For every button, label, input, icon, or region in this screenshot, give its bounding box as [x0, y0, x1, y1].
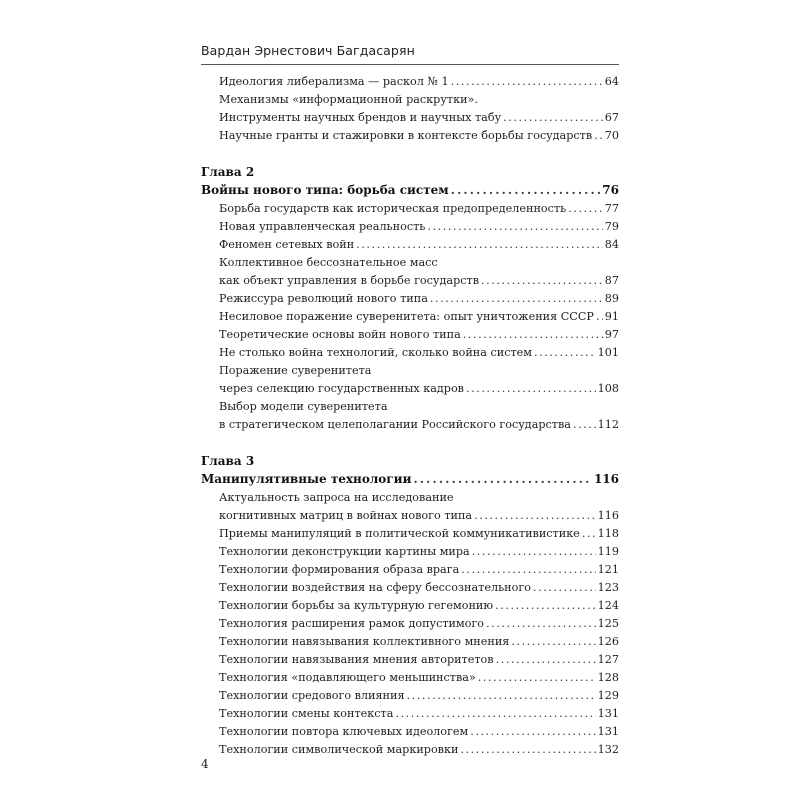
entry-page-number: 101 [597, 346, 619, 359]
entry-title: Технологии навязывания мнения авторитетов [219, 653, 494, 666]
entry-title: Технологии символической маркировки [219, 743, 459, 756]
toc-entry [201, 308, 619, 326]
entry-title: Технология «подавляющего меньшинства» [219, 671, 476, 684]
entry-title: Приемы манипуляций в политической коммуникативистике [219, 527, 580, 540]
dot-leader [451, 73, 603, 91]
dot-leader [478, 669, 596, 687]
dot-leader [573, 416, 596, 434]
toc-entry [201, 723, 619, 741]
entry-page-number: 108 [597, 382, 619, 395]
chapter-label: Глава 3 [201, 454, 255, 468]
chapter-title [201, 470, 619, 489]
entry-page-number: 87 [604, 274, 619, 287]
entry-title: Новая управленческая реальность [219, 220, 426, 233]
toc-entry [201, 669, 619, 687]
entry-page-number: 131 [597, 725, 619, 738]
entry-page-number: 129 [597, 689, 619, 702]
entry-title: Режиссура революций нового типа [219, 292, 428, 305]
entry-title: в стратегическом целеполагании Российского государства [219, 418, 571, 431]
entry-page-number: 118 [597, 527, 619, 540]
entry-page-number: 116 [593, 472, 619, 486]
toc-entry [201, 687, 619, 705]
toc-entry [201, 380, 619, 398]
dot-leader [356, 236, 603, 254]
entry-title: Войны нового типа: борьба систем [201, 183, 449, 197]
dot-leader [596, 308, 603, 326]
entry-page-number: 77 [604, 202, 619, 215]
entry-page-number: 67 [604, 111, 619, 124]
dot-leader [407, 687, 596, 705]
toc-entry [201, 398, 619, 416]
toc-entry [201, 236, 619, 254]
running-head-author: Вардан Эрнестович Багдасарян [201, 43, 415, 58]
dot-leader [534, 344, 596, 362]
dot-leader [463, 326, 603, 344]
dot-leader [470, 723, 595, 741]
dot-leader [496, 651, 596, 669]
entry-page-number: 123 [597, 581, 619, 594]
dot-leader [461, 561, 595, 579]
toc-entry [201, 561, 619, 579]
toc-entry [201, 651, 619, 669]
toc-entry [201, 109, 619, 127]
toc-entry [201, 741, 619, 759]
toc-entry [201, 579, 619, 597]
entry-title: Технологии борьбы за культурную гегемонию [219, 599, 494, 612]
entry-title: Коллективное бессознательное масс [219, 256, 438, 269]
entry-title: Технологии формирования образа врага [219, 563, 460, 576]
entry-page-number: 125 [597, 617, 619, 630]
entry-title: Технологии смены контекста [219, 707, 394, 720]
toc-entry [201, 633, 619, 651]
toc-entry [201, 705, 619, 723]
table-of-contents [201, 73, 619, 759]
dot-leader [594, 127, 603, 145]
toc-entry [201, 507, 619, 525]
entry-page-number: 119 [597, 545, 619, 558]
entry-title: Технологии повтора ключевых идеологем [219, 725, 469, 738]
entry-page-number: 128 [597, 671, 619, 684]
toc-entry [201, 73, 619, 91]
entry-title: Актуальность запроса на исследование [219, 491, 454, 504]
dot-leader [451, 181, 601, 200]
entry-title: Технологии навязывания коллективного мнения [219, 635, 510, 648]
entry-title: Научные гранты и стажировки в контексте борьбы государств [219, 129, 593, 142]
dot-leader [413, 470, 591, 489]
toc-entry [201, 127, 619, 145]
dot-leader [395, 705, 595, 723]
entry-page-number: 121 [597, 563, 619, 576]
entry-page-number: 132 [597, 743, 619, 756]
entry-page-number: 116 [597, 509, 619, 522]
entry-page-number: 79 [604, 220, 619, 233]
entry-title: через селекцию государственных кадров [219, 382, 464, 395]
dot-leader [481, 272, 603, 290]
entry-title: Поражение суверенитета [219, 364, 372, 377]
entry-title: Технологии деконструкции картины мира [219, 545, 470, 558]
entry-page-number: 127 [597, 653, 619, 666]
entry-title: Технологии воздействия на сферу бессознательного [219, 581, 531, 594]
toc-entry [201, 489, 619, 507]
entry-page-number: 112 [597, 418, 619, 431]
entry-page-number: 124 [597, 599, 619, 612]
entry-page-number: 76 [602, 183, 619, 197]
entry-title: Инструменты научных брендов и научных табу [219, 111, 502, 124]
entry-title: Выбор модели суверенитета [219, 400, 388, 413]
chapter-label: Глава 2 [201, 165, 255, 179]
entry-title: как объект управления в борьбе государств [219, 274, 479, 287]
entry-page-number: 91 [604, 310, 619, 323]
toc-entry [201, 416, 619, 434]
page-number: 4 [201, 757, 209, 771]
entry-page-number: 70 [604, 129, 619, 142]
toc-entry [201, 525, 619, 543]
entry-title: Несиловое поражение суверенитета: опыт уничтожения СССР [219, 310, 594, 323]
entry-title: Технология расширения рамок допустимого [219, 617, 485, 630]
entry-title: Манипулятивные технологии [201, 472, 412, 486]
entry-page-number: 89 [604, 292, 619, 305]
toc-entry [201, 543, 619, 561]
entry-title: Борьба государств как историческая предопределенность [219, 202, 567, 215]
dot-leader [511, 633, 595, 651]
entry-title: Технологии средового влияния [219, 689, 405, 702]
entry-title: когнитивных матриц в войнах нового типа [219, 509, 473, 522]
dot-leader [582, 525, 596, 543]
header-rule [201, 64, 619, 65]
toc-entry [201, 344, 619, 362]
toc-entry [201, 200, 619, 218]
entry-page-number: 126 [597, 635, 619, 648]
toc-entry [201, 615, 619, 633]
dot-leader [472, 543, 596, 561]
toc-entry [201, 362, 619, 380]
toc-entry [201, 91, 619, 109]
dot-leader [427, 218, 602, 236]
dot-leader [568, 200, 603, 218]
toc-entry [201, 326, 619, 344]
toc-entry [201, 290, 619, 308]
entry-title: Не столько война технологий, сколько война систем [219, 346, 532, 359]
dot-leader [503, 109, 603, 127]
toc-entry [201, 254, 619, 272]
dot-leader [486, 615, 596, 633]
dot-leader [495, 597, 596, 615]
dot-leader [430, 290, 603, 308]
entry-title: Идеология либерализма — раскол № 1 [219, 75, 449, 88]
entry-title: Механизмы «информационной раскрутки». [219, 93, 478, 106]
entry-page-number: 97 [604, 328, 619, 341]
toc-entry [201, 597, 619, 615]
entry-title: Феномен сетевых войн [219, 238, 355, 251]
dot-leader [460, 741, 595, 759]
toc-entry [201, 272, 619, 290]
entry-page-number: 64 [604, 75, 619, 88]
toc-entry [201, 218, 619, 236]
dot-leader [466, 380, 596, 398]
entry-page-number: 84 [604, 238, 619, 251]
entry-title: Теоретические основы войн нового типа [219, 328, 461, 341]
dot-leader [533, 579, 596, 597]
entry-page-number: 131 [597, 707, 619, 720]
dot-leader [474, 507, 596, 525]
chapter-title [201, 181, 619, 200]
